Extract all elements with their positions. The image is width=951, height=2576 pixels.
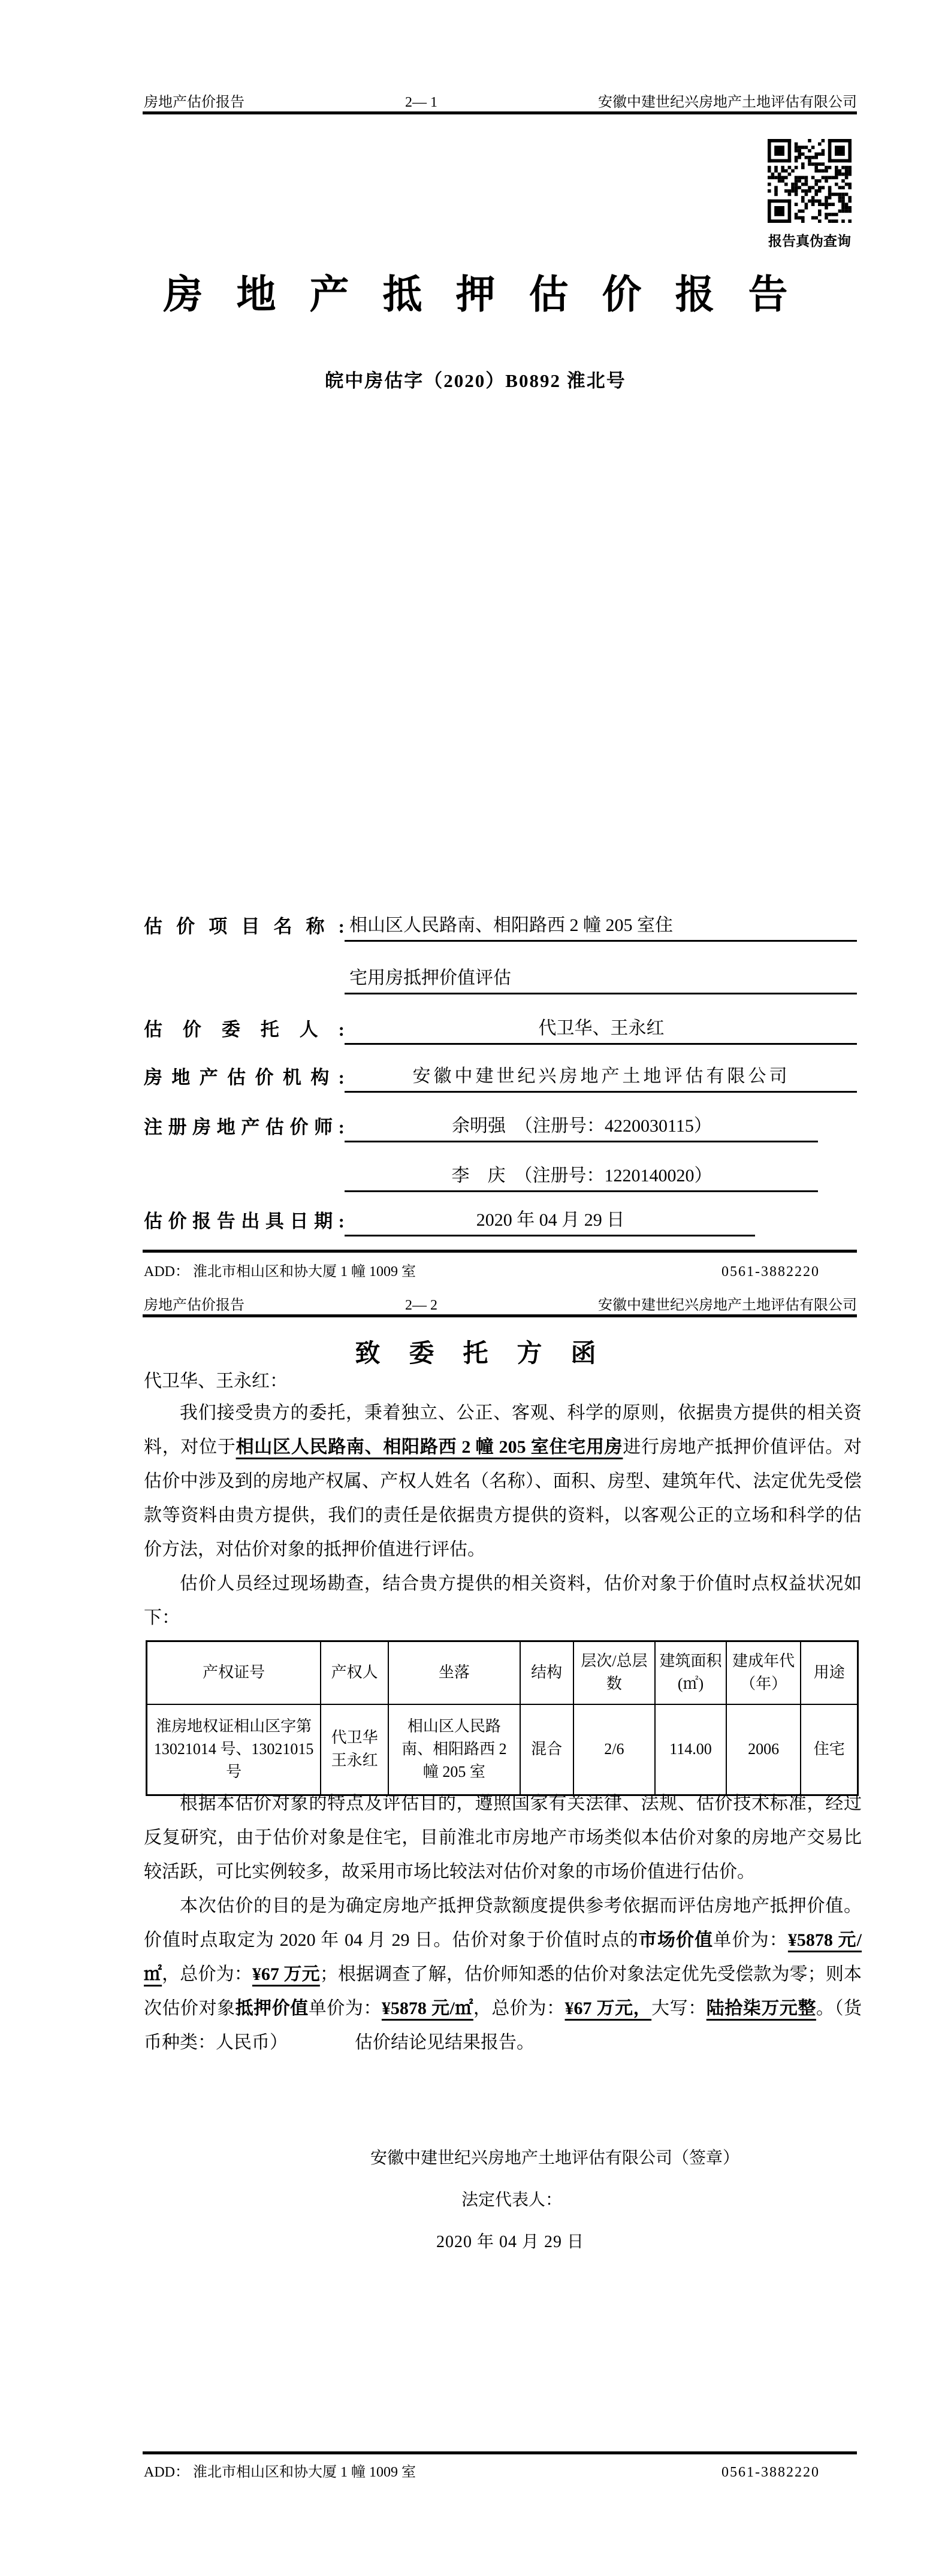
para4-text: ；根据调查了解，估价师知悉的估价对象法定优先受偿款为零；则本次估价对象	[144, 1964, 862, 2018]
page2-header-company: 安徽中建世纪兴房地产土地评估有限公司	[598, 1298, 857, 1313]
field-report-date-value: 2020 年 04 月 29 日	[345, 1205, 755, 1236]
field-appraiser-2-value: 李 庆 （注册号：1220140020）	[345, 1160, 818, 1192]
col-header-floor: 层次/总层数	[573, 1641, 656, 1704]
para4-text: ，总价为：	[473, 1998, 565, 2018]
cell-floor: 2/6	[573, 1704, 656, 1795]
para1-text: 我们接受贵方的委托，秉着独立、公正、客观、科学的原则，依据贵方提供的相关资料，对位于	[144, 1403, 862, 1457]
para4-mortgage-value-term: 抵押价值	[235, 1998, 309, 2018]
cell-cert-no: 淮房地权证相山区字第 13021014 号、13021015 号	[147, 1704, 321, 1795]
para4-text: 大写：	[651, 1998, 707, 2018]
page2-footer-rule	[143, 2451, 857, 2454]
page1-header-page-number: 2— 1	[405, 95, 437, 110]
field-project-name-label: 估价项目名称:	[144, 916, 345, 937]
cell-area: 114.00	[655, 1704, 726, 1795]
letter-body-lower	[144, 1786, 862, 2060]
paragraph-inspection: 估价人员经过现场勘查，结合贵方提供的相关资料，估价对象于价值时点权益状况如下：	[144, 1574, 862, 1628]
page1-footer-phone: 0561-3882220	[721, 1264, 820, 1280]
cell-year-built: 2006	[726, 1704, 801, 1795]
field-agency-value: 安徽中建世纪兴房地产土地评估有限公司	[345, 1061, 857, 1093]
signature-company: 安徽中建世纪兴房地产土地评估有限公司（签章）	[370, 2149, 740, 2167]
field-appraisers-label: 注册房地产估价师:	[144, 1117, 345, 1138]
table-row	[147, 1704, 858, 1795]
page1-footer-rule	[143, 1250, 857, 1253]
field-project-name	[144, 894, 857, 942]
para4-text: 单价为：	[713, 1930, 788, 1950]
paragraph-conclusion	[144, 1889, 862, 2060]
page1-header-rule	[143, 111, 857, 114]
field-report-date-label: 估价报告出具日期:	[144, 1211, 345, 1232]
cell-use: 住宅	[801, 1704, 858, 1795]
col-header-owner: 产权人	[321, 1641, 388, 1704]
report-doc-number: 皖中房估字（2020）B0892 淮北号	[325, 370, 626, 391]
field-report-date	[144, 1189, 857, 1236]
page1-header	[144, 90, 857, 111]
para4-market-value-term: 市场价值	[638, 1930, 714, 1950]
property-rights-table	[146, 1640, 859, 1796]
signature-date: 2020 年 04 月 29 日	[436, 2233, 585, 2251]
page1-footer-address: ADD： 淮北市相山区和协大厦 1 幢 1009 室	[144, 1264, 416, 1280]
field-project-name-continuation	[144, 947, 857, 994]
page2-header-page-number: 2— 2	[405, 1298, 437, 1313]
field-appraiser-1-value: 余明强 （注册号：4220030115）	[345, 1111, 818, 1142]
letter-title: 致委托方函	[355, 1340, 625, 1368]
para4-text: 本次估价的目的是为确定房地产抵押贷款额度提供参考依据而评估房地产抵押价值。价值时点取定为 2020 年 04 月 29 日。估价对象于价值时点的	[144, 1896, 862, 1950]
field-appraiser-1	[144, 1095, 857, 1142]
cell-location: 相山区人民路南、相阳路西 2 幢 205 室	[388, 1704, 520, 1795]
signature-block	[370, 2145, 739, 2253]
qr-caption: 报告真伪查询	[768, 234, 851, 249]
para4-amount-in-words: 陆拾柒万元整	[706, 1998, 816, 2018]
report-title: 房地产抵押估价报告	[163, 273, 822, 317]
field-appraiser-2	[144, 1144, 857, 1192]
para4-text: 单价为：	[308, 1998, 382, 2018]
signature-legal-representative: 法定代表人：	[461, 2191, 563, 2209]
page2-header-rule	[143, 1314, 857, 1317]
page1-footer	[144, 1259, 857, 1280]
field-project-name-spacer	[144, 991, 345, 994]
col-header-area: 建筑面积(㎡)	[655, 1641, 726, 1704]
col-header-location: 坐落	[388, 1641, 520, 1704]
cell-structure: 混合	[520, 1704, 573, 1795]
qr-verification-block	[767, 139, 852, 250]
paragraph-commission	[144, 1396, 862, 1567]
paragraph-method: 根据本估价对象的特点及评估目的，遵照国家有关法律、法规、估价技术标准，经过反复研究，由于估价对象是住宅，目前淮北市房地产市场类似本估价对象的房地产交易比较活跃，可比实例较多，故采用市场比较法对估价对象的市场价值进行估价。	[144, 1794, 862, 1882]
page2-footer-address: ADD： 淮北市相山区和协大厦 1 幢 1009 室	[144, 2465, 416, 2480]
cell-owner: 代卫华 王永红	[321, 1704, 388, 1795]
field-project-name-value-line1: 相山区人民路南、相阳路西 2 幢 205 室住	[345, 910, 857, 942]
col-header-year-built: 建成年代（年）	[726, 1641, 801, 1704]
field-agency-label: 房地产估价机构:	[144, 1067, 345, 1088]
field-client-value: 代卫华、王永红	[345, 1013, 857, 1045]
para4-unit-price: ¥5878 元/㎡	[144, 1930, 862, 1984]
table-header-row	[147, 1641, 858, 1704]
para4-see-report-note: 估价结论见结果报告。	[355, 2033, 535, 2052]
field-project-name-value-line2: 宅用房抵押价值评估	[345, 963, 857, 994]
col-header-structure: 结构	[520, 1641, 573, 1704]
para4-text: 。（货币种类：人民币）	[144, 1998, 862, 2052]
field-client	[144, 997, 857, 1045]
col-header-cert-no: 产权证号	[147, 1641, 321, 1704]
field-agency	[144, 1045, 857, 1093]
page2-footer-phone: 0561-3882220	[721, 2465, 820, 2480]
col-header-use: 用途	[801, 1641, 858, 1704]
para4-mortgage-unit-price: ¥5878 元/㎡	[381, 1998, 473, 2018]
qr-code-icon	[768, 139, 852, 223]
para1-text-tail: 进行房地产抵押价值评估。对估价中涉及到的房地产权属、产权人姓名（名称）、面积、房型、建筑年代、法定优先受偿款等资料由贵方提供，我们的责任是依据贵方提供的资料，以客观公正的立场和科学的估价方法，对估价对象的抵押价值进行评估。	[144, 1437, 862, 1559]
page2-header	[144, 1293, 857, 1314]
page1-header-company: 安徽中建世纪兴房地产土地评估有限公司	[598, 95, 857, 110]
para4-total-price: ¥67 万元	[252, 1964, 320, 1984]
para4-mortgage-total-price: ¥67 万元，	[564, 1998, 652, 2018]
para4-text: ，总价为：	[162, 1964, 252, 1984]
page1-header-doc-type: 房地产估价报告	[144, 95, 244, 110]
letter-body-upper	[144, 1396, 862, 1635]
page2-footer	[144, 2460, 857, 2481]
field-client-label: 估价委托人:	[144, 1019, 345, 1040]
page2-header-doc-type: 房地产估价报告	[144, 1298, 244, 1313]
letter-salutation: 代卫华、王永红：	[144, 1371, 288, 1391]
para1-property-name: 相山区人民路南、相阳路西 2 幢 205 室住宅用房	[236, 1437, 623, 1457]
